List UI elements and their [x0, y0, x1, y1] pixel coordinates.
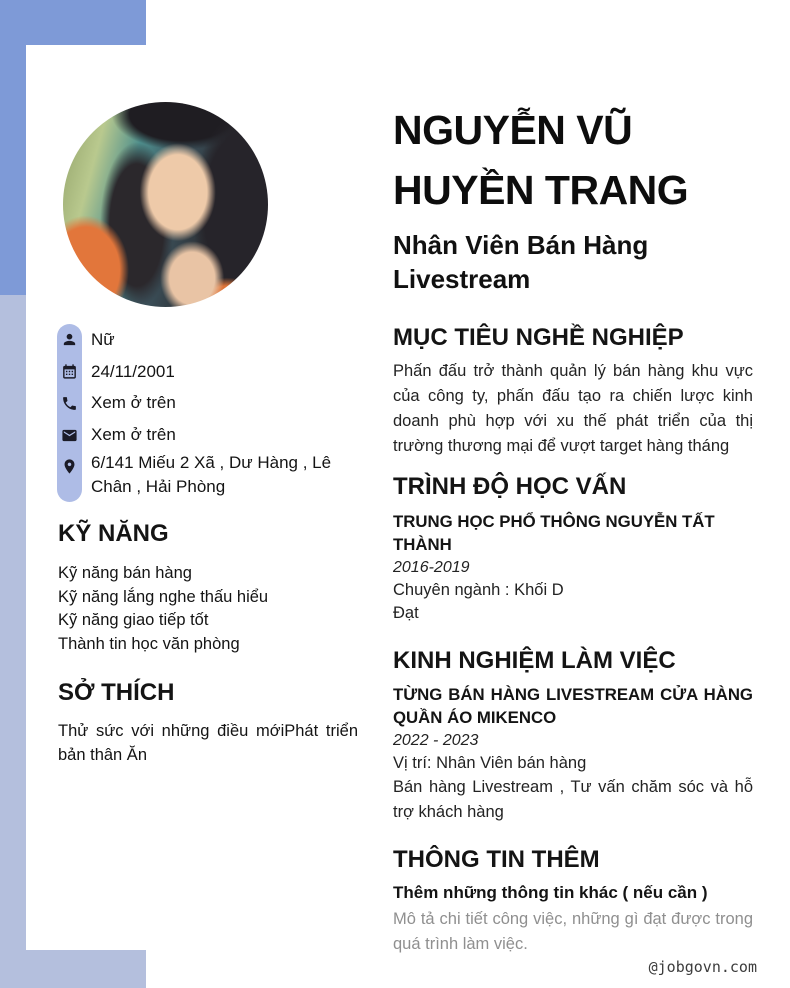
education-major: Chuyên ngành : Khối D — [393, 581, 564, 599]
contact-row-phone — [57, 388, 365, 420]
candidate-name-line1: NGUYỄN VŨ — [393, 107, 633, 153]
skills-heading: KỸ NĂNG — [58, 520, 169, 547]
section-education — [393, 472, 753, 625]
skill-item: Kỹ năng lắng nghe thấu hiểu — [58, 587, 269, 606]
education-years: 2016-2019 — [393, 559, 470, 576]
experience-heading: KINH NGHIỆM LÀM VIỆC — [393, 647, 676, 674]
experience-company: TỪNG BÁN HÀNG LIVESTREAM CỬA HÀNG QUẦN ÁO MIKENCO — [393, 685, 753, 727]
candidate-name-line2: HUYỀN TRANG — [393, 167, 689, 213]
skills-list — [58, 562, 358, 657]
additional-heading: THÔNG TIN THÊM — [393, 846, 600, 873]
job-title: Nhân Viên Bán Hàng Livestream — [393, 230, 649, 294]
contact-info — [57, 324, 365, 499]
birthdate-value: 24/11/2001 — [91, 361, 175, 381]
contact-row-email — [57, 419, 365, 451]
skill-item: Kỹ năng giao tiếp tốt — [58, 611, 209, 630]
section-additional-info — [393, 845, 753, 957]
objective-heading: MỤC TIÊU NGHỀ NGHIỆP — [393, 324, 684, 351]
profile-photo — [63, 102, 268, 307]
email-icon — [57, 427, 82, 444]
education-heading: TRÌNH ĐỘ HỌC VẤN — [393, 473, 627, 500]
watermark: @jobgovn.com — [648, 958, 757, 976]
contact-row-birthdate — [57, 356, 365, 388]
right-column — [393, 100, 753, 957]
gender-value: Nữ — [91, 329, 115, 349]
additional-placeholder-text: Mô tả chi tiết công việc, những gì đạt được trong quá trình làm việc. — [393, 910, 753, 953]
hobbies-text: Thử sức với những điều mớiPhát triển bản thân Ăn — [58, 721, 358, 764]
calendar-icon — [57, 363, 82, 380]
additional-subheading: Thêm những thông tin khác ( nếu cần ) — [393, 883, 708, 902]
phone-icon — [57, 395, 82, 412]
section-experience — [393, 646, 753, 825]
experience-years: 2022 - 2023 — [393, 732, 479, 749]
corner-decoration-bottom — [0, 950, 146, 988]
hobbies-heading: SỞ THÍCH — [58, 678, 175, 706]
education-school: TRUNG HỌC PHỔ THÔNG NGUYỄN TẤT THÀNH — [393, 512, 715, 554]
experience-description: Bán hàng Livestream , Tư vấn chăm sóc và hỗ trợ khách hàng — [393, 778, 753, 821]
skill-item: Thành tin học văn phòng — [58, 635, 240, 654]
section-objective — [393, 323, 753, 459]
objective-text: Phấn đấu trở thành quản lý bán hàng khu vực của công ty, phấn đấu tạo ra chiến lược kinh doanh phù hợp với xu thế phát triển của thị trường thương mại để vượt target hàng tháng — [393, 362, 753, 455]
email-value: Xem ở trên — [91, 425, 176, 445]
address-value: 6/141 Miếu 2 Xã , Dư Hàng , Lê Chân , Hải Phòng — [91, 453, 332, 497]
skill-item: Kỹ năng bán hàng — [58, 564, 192, 582]
person-icon — [57, 331, 82, 348]
location-icon — [57, 451, 82, 475]
side-strip-lower — [0, 295, 26, 950]
side-strip-upper — [0, 0, 26, 295]
left-column — [58, 518, 358, 767]
education-result: Đạt — [393, 604, 419, 622]
candidate-name — [393, 100, 753, 220]
contact-row-gender — [57, 324, 365, 356]
experience-position: Vị trí: Nhân Viên bán hàng — [393, 754, 587, 772]
contact-row-address — [57, 451, 365, 499]
phone-value: Xem ở trên — [91, 393, 176, 413]
